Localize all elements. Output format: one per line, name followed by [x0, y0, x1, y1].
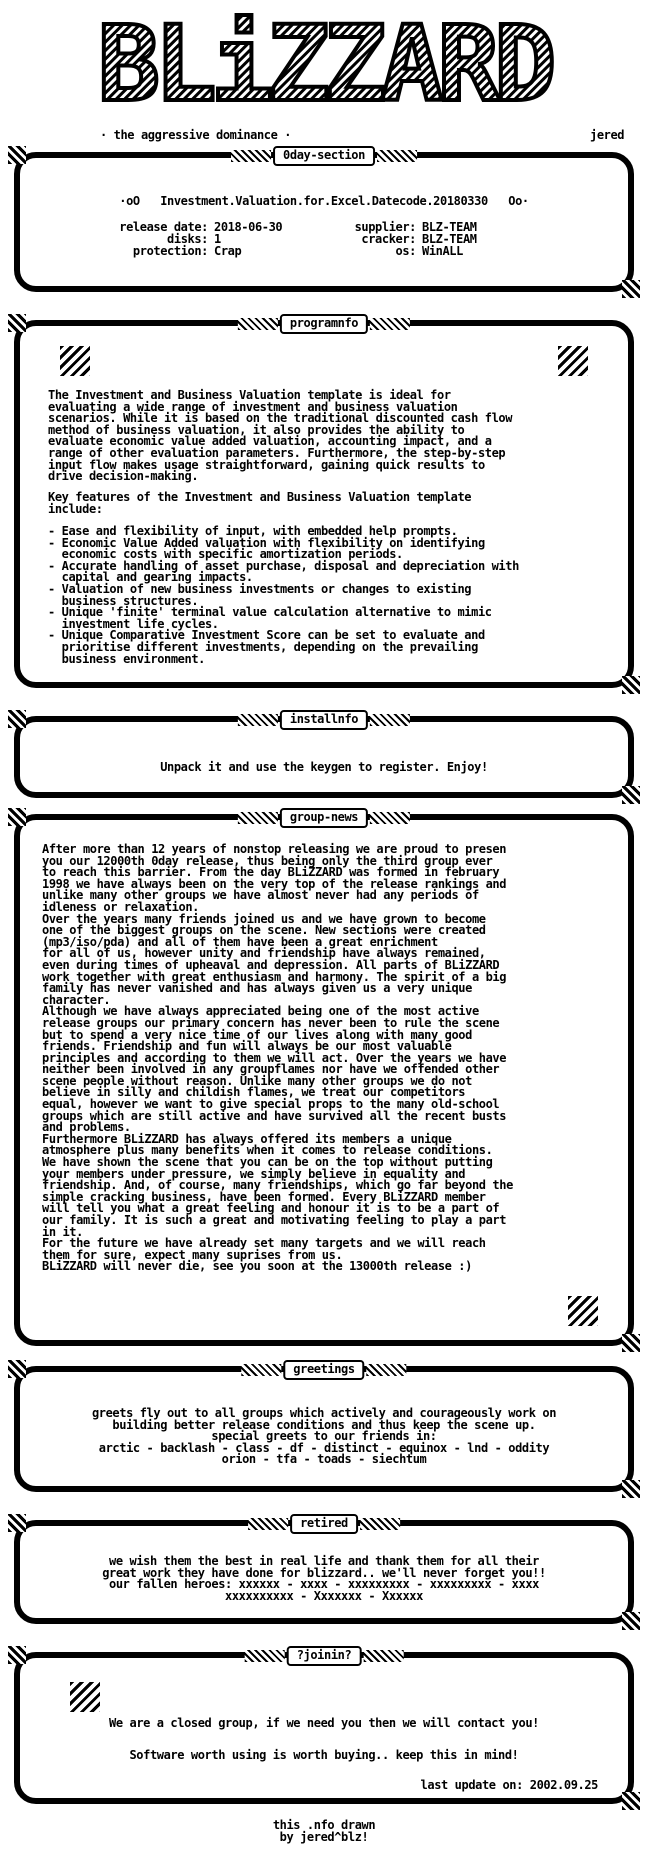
os-label: os:: [395, 244, 416, 258]
software-worth-text: Software worth using is worth buying.. keep this in mind!: [129, 1748, 519, 1762]
greetings-text: greets fly out to all groups which actively and courageously work on building better release conditions and thus keep the scene up. special greets to our friends in: arctic - backlash - class - df - distinct - equinox - lnd - oddity orion - tfa - toads - siechtum: [91, 1406, 557, 1467]
group-news-text: After more than 12 years of nonstop releasing we are proud to presen you our 12000th 0day release, thus being only the third group ever to reach this barrier. From the day BLiZZARD was formed in february 1998 we have always been on the very top of the release rankings and unlike many other groups we have almost never had any periods of idleness or relaxation. Over the years many friends joined us and we have grown to become one of the biggest groups on the scene. New sections were created (mp3/iso/pda) and all of them have been a great enrichment for all of us, however unity and friendship have always remained, even during times of upheaval and depression. All parts of BLiZZARD work together with great enthusiasm and harmony. The spirit of a big family has never vanished and has always given us a very unique character. Although we have always appreciated being one of the most active release groups our primary concern has never been to rule the scene but to spend a very nice time of our lives along with many good friends. Friendship and fun will always be our most valuable principles and according to them we will act. Over the years we have neither been involved in any groupflames nor have we offended other scene people without reason. Unlike many other groups we do not believe in silly and childish flames, we treat our competitors equal, however we want to give special props to the many old-school groups which are still active and have survived all the recent busts and problems. Furthermore BLiZZARD has always offered its members a unique atmosphere plus many benefits when it comes to release conditions. We have shown the scene that you can be on the top without putting your members under pressure, we simply believe in equality and friendship. And, of course, many friendships, which go far beyond the simple cracking business, have been formed. Every BLiZZARD member will tell you what a great feeling and honour it is to be a part of our family. It is such a great and motivating feeling to play a part in it. For the future we have already set many targets and we will reach them for sure, expect many suprises from us. BLiZZARD will never die, see you soon at the 13000th release :): [42, 842, 513, 1274]
programinfo-frame: [14, 316, 634, 688]
retired-title: retired: [290, 1514, 358, 1534]
retired-text: we wish them the best in real life and thank them for all their great work they have done for blizzard.. we'll never forget you!! our fallen heroes: xxxxxx - xxxx - xxxxxxxxx - xxxxxxxxx - xxxx xxxxxxxxxx - Xxxxxxx - Xxxxxx: [102, 1554, 546, 1603]
zeroday-title: 0day-section: [273, 146, 375, 166]
features-heading: Key features of the Investment and Business Valuation template include:: [48, 490, 472, 516]
release-name: ·oO Investment.Valuation.for.Excel.Datecode.20180330 Oo·: [119, 194, 529, 208]
groupnews-title: group-news: [280, 808, 368, 828]
last-update: last update on: 2002.09.25: [420, 1778, 598, 1792]
author-tag: jered: [590, 128, 625, 142]
zeroday-frame: [14, 148, 634, 292]
supplier-label: supplier:: [354, 220, 416, 234]
release-date-value: 2018-06-30: [214, 220, 283, 234]
cracker-label: cracker:: [361, 232, 416, 246]
footer-credit: this .nfo drawn by jered^blz!: [272, 1818, 376, 1844]
groupnews-frame: [14, 810, 634, 1346]
protection-label: protection:: [132, 244, 208, 258]
ascii-ornament: [60, 346, 90, 376]
ascii-ornament: [568, 1296, 598, 1326]
cracker-value: BLZ-TEAM: [422, 232, 477, 246]
supplier-value: BLZ-TEAM: [422, 220, 477, 234]
greetings-frame: [14, 1362, 634, 1492]
greetings-title: greetings: [283, 1360, 364, 1380]
tagline: · the aggressive dominance ·: [100, 128, 292, 142]
features-list: - Ease and flexibility of input, with embedded help prompts. - Economic Value Added valuation with flexibility on identifying economic costs with specific amortization periods. - Accurate handling of asset purchase, disposal and depreciation with capital and gearing impacts. - Valuation of new business investments or changes to existing business structures. - Unique 'finite' terminal value calculation alternative to mimic investment life cycles. - Unique Comparative Investment Score can be set to evaluate and prioritise different investments, depending on the prevailing business environment.: [48, 524, 519, 666]
disks-label: disks:: [167, 232, 208, 246]
closed-group-text: We are a closed group, if we need you then we will contact you!: [109, 1716, 539, 1730]
installinfo-title: installnfo: [280, 710, 368, 730]
install-instructions: Unpack it and use the keygen to register. Enjoy!: [160, 760, 488, 774]
protection-value: Crap: [214, 244, 242, 258]
disks-value: 1: [214, 232, 221, 246]
ascii-ornament: [558, 346, 588, 376]
programinfo-title: programnfo: [280, 314, 368, 334]
program-description: The Investment and Business Valuation template is ideal for evaluating a wide range of investment and business valuation scenarios. While it is based on the traditional discounted cash flow method of business valuation, it also provides the ability to evaluate economic value added valuation, accounting impact, and a range of other evaluation parameters. Furthermore, the step-by-step input flow makes usage straightforward, gaining quick results to drive decision-making.: [48, 388, 513, 484]
release-date-label: release date:: [119, 220, 208, 234]
ascii-ornament: [70, 1682, 100, 1712]
os-value: WinALL: [422, 244, 463, 258]
installinfo-frame: [14, 712, 634, 798]
joinin-title: ?joinin?: [287, 1646, 362, 1666]
blizzard-logo: [14, 4, 634, 124]
logo-text: BLiZZARD: [97, 4, 551, 124]
joinin-frame: [14, 1648, 634, 1804]
retired-frame: [14, 1516, 634, 1624]
